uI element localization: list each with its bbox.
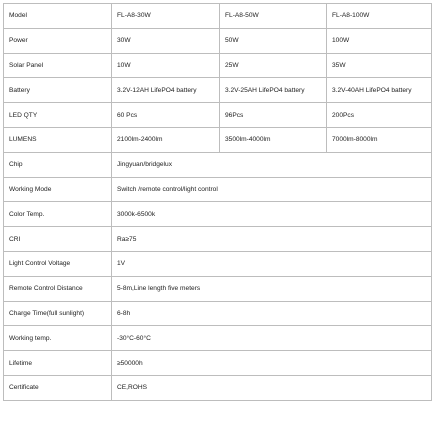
table-row [4,78,432,103]
row-label: Chip [4,152,112,177]
table-row [4,103,432,128]
spec-table [3,3,432,401]
cell-value: 100W [327,28,432,53]
cell-value: CE,ROHS [112,375,432,400]
row-label: LED QTY [4,103,112,128]
row-label: Model [4,4,112,29]
cell-value: -30°C-60°C [112,326,432,351]
table-row [4,177,432,202]
cell-value: 3.2V-25AH LifePO4 battery [220,78,327,103]
cell-value: 3500lm-4000lm [220,127,327,152]
table-row [4,28,432,53]
table-row [4,227,432,252]
row-label: LUMENS [4,127,112,152]
cell-value: FL-A8-100W [327,4,432,29]
table-row [4,127,432,152]
cell-value: 50W [220,28,327,53]
table-row [4,351,432,376]
cell-value: 2100lm-2400lm [112,127,220,152]
cell-value: 35W [327,53,432,78]
row-label: Working Mode [4,177,112,202]
cell-value: 1V [112,251,432,276]
cell-value: Ra≥75 [112,227,432,252]
table-row [4,276,432,301]
table-row [4,53,432,78]
cell-value: FL-A8-30W [112,4,220,29]
cell-value: 5-8m,Line length five meters [112,276,432,301]
cell-value: 25W [220,53,327,78]
row-label: Working temp. [4,326,112,351]
row-label: Color Temp. [4,202,112,227]
cell-value: 3.2V-12AH LifePO4 battery [112,78,220,103]
row-label: Battery [4,78,112,103]
table-row [4,375,432,400]
row-label: Power [4,28,112,53]
table-row [4,301,432,326]
cell-value: Jingyuan/bridgelux [112,152,432,177]
table-row [4,4,432,29]
table-row [4,251,432,276]
row-label: Solar Panel [4,53,112,78]
cell-value: 6-8h [112,301,432,326]
cell-value: FL-A8-50W [220,4,327,29]
cell-value: 10W [112,53,220,78]
table-row [4,152,432,177]
cell-value: 60 Pcs [112,103,220,128]
table-row [4,202,432,227]
row-label: Lifetime [4,351,112,376]
cell-value: 30W [112,28,220,53]
row-label: CRI [4,227,112,252]
cell-value: 7000lm-8000lm [327,127,432,152]
cell-value: ≥50000h [112,351,432,376]
row-label: Certificate [4,375,112,400]
table-row [4,326,432,351]
cell-value: 3.2V-40AH LifePO4 battery [327,78,432,103]
row-label: Remote Control Distance [4,276,112,301]
cell-value: 3000k-6500k [112,202,432,227]
cell-value: Switch /remote control/light control [112,177,432,202]
cell-value: 200Pcs [327,103,432,128]
cell-value: 96Pcs [220,103,327,128]
row-label: Charge Time(full sunlight) [4,301,112,326]
row-label: Light Control Voltage [4,251,112,276]
